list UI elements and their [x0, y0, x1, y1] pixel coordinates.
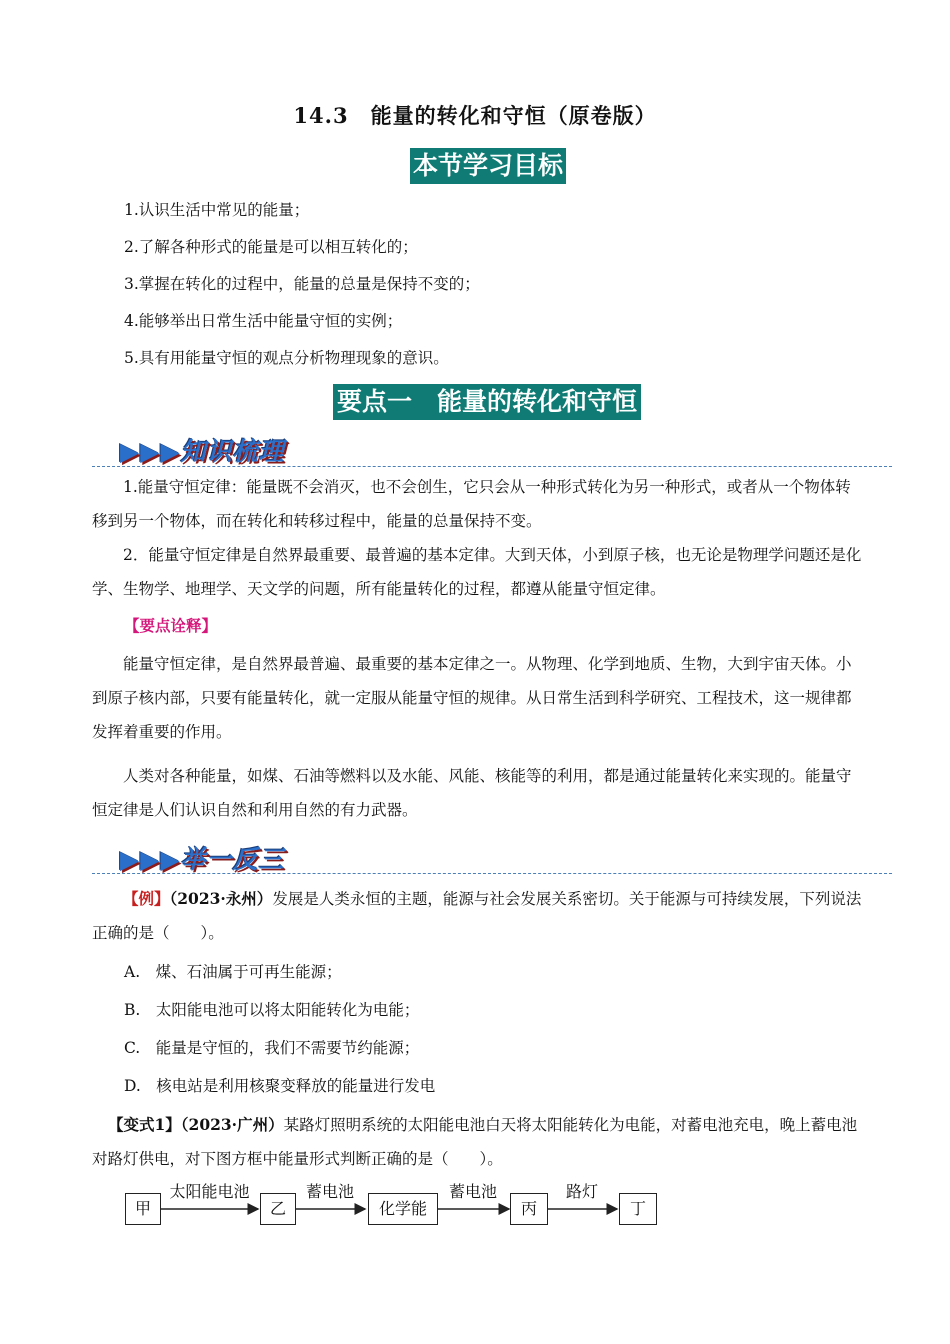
option-item: A. 煤、石油属于可再生能源；	[124, 963, 342, 981]
knowledge-section-heading: ▶▶▶知识梳理	[120, 437, 285, 466]
goals-banner: 本节学习目标	[410, 148, 566, 184]
arrow-label: 路灯	[565, 1182, 598, 1201]
diagram-box-yi: 乙	[260, 1193, 296, 1225]
note-label: 【要点诠释】	[124, 616, 218, 635]
diagram-box-bing: 丙	[510, 1193, 548, 1225]
option-item: B. 太阳能电池可以将太阳能转化为电能；	[124, 1001, 420, 1019]
knowledge-paragraph: 2．能量守恒定律是自然界最重要、最普遍的基本定律。大到天体，小到原子核，也无论是物理学问题还是化学、生物学、地理学、天文学的问题，所有能量转化的过程，都遵从能量守恒定律。	[92, 546, 862, 598]
arrow-label: 蓄电池	[305, 1182, 354, 1201]
point1-banner: 要点一 能量的转化和守恒	[333, 384, 641, 420]
variant1-source: （2023·广州）	[180, 1115, 284, 1134]
diagram-box-jia: 甲	[125, 1193, 161, 1225]
goal-item: 1.认识生活中常见的能量；	[124, 201, 310, 219]
goal-item: 5.具有用能量守恒的观点分析物理现象的意识。	[124, 349, 449, 367]
diagram-box-chemical-energy: 化学能	[368, 1193, 438, 1225]
page-title: 14.3 能量的转化和守恒（原卷版）	[293, 103, 657, 128]
goal-item: 4.能够举出日常生活中能量守恒的实例；	[124, 312, 403, 330]
arrow-label: 蓄电池	[448, 1182, 497, 1201]
note-paragraph: 能量守恒定律，是自然界最普遍、最重要的基本定律之一。从物理、化学到地质、生物，大到宇宙天体。小到原子核内部，只要有能量转化，就一定服从能量守恒的规律。从日常生活到科学研究、工程技术，这一规律都发挥着重要的作用。	[92, 655, 852, 741]
arrow-label: 太阳能电池	[169, 1182, 250, 1201]
goal-item: 2.了解各种形式的能量是可以相互转化的；	[124, 238, 418, 256]
option-item: C. 能量是守恒的，我们不需要节约能源；	[124, 1039, 420, 1057]
example-label: 【例】	[123, 889, 170, 908]
diagram-box-ding: 丁	[619, 1193, 657, 1225]
example-source: （2023·永州）	[169, 889, 273, 908]
variant1-stem: 某路灯照明系统的太阳能电池白天将太阳能转化为电能，对蓄电池充电，晚上蓄电池对路灯供电，对下图方框中能量形式判断正确的是（ ）。	[92, 1116, 858, 1168]
note-paragraph: 人类对各种能量，如煤、石油等燃料以及水能、风能、核能等的利用，都是通过能量转化来实现的。能量守恒定律是人们认识自然和利用自然的有力武器。	[92, 767, 852, 819]
goal-item: 3.掌握在转化的过程中，能量的总量是保持不变的；	[124, 275, 480, 293]
option-item: D. 核电站是利用核聚变释放的能量进行发电	[124, 1077, 436, 1095]
variant1-label: 【变式1】	[108, 1115, 181, 1134]
example-stem: 发展是人类永恒的主题，能源与社会发展关系密切。关于能源与可持续发展，下列说法正确的是（ ）。	[92, 890, 862, 942]
knowledge-paragraph: 1.能量守恒定律：能量既不会消灭，也不会创生，它只会从一种形式转化为另一种形式，或者从一个物体转移到另一个物体，而在转化和转移过程中，能量的总量保持不变。	[92, 478, 851, 530]
examples-section-heading: ▶▶▶举一反三	[120, 845, 285, 874]
